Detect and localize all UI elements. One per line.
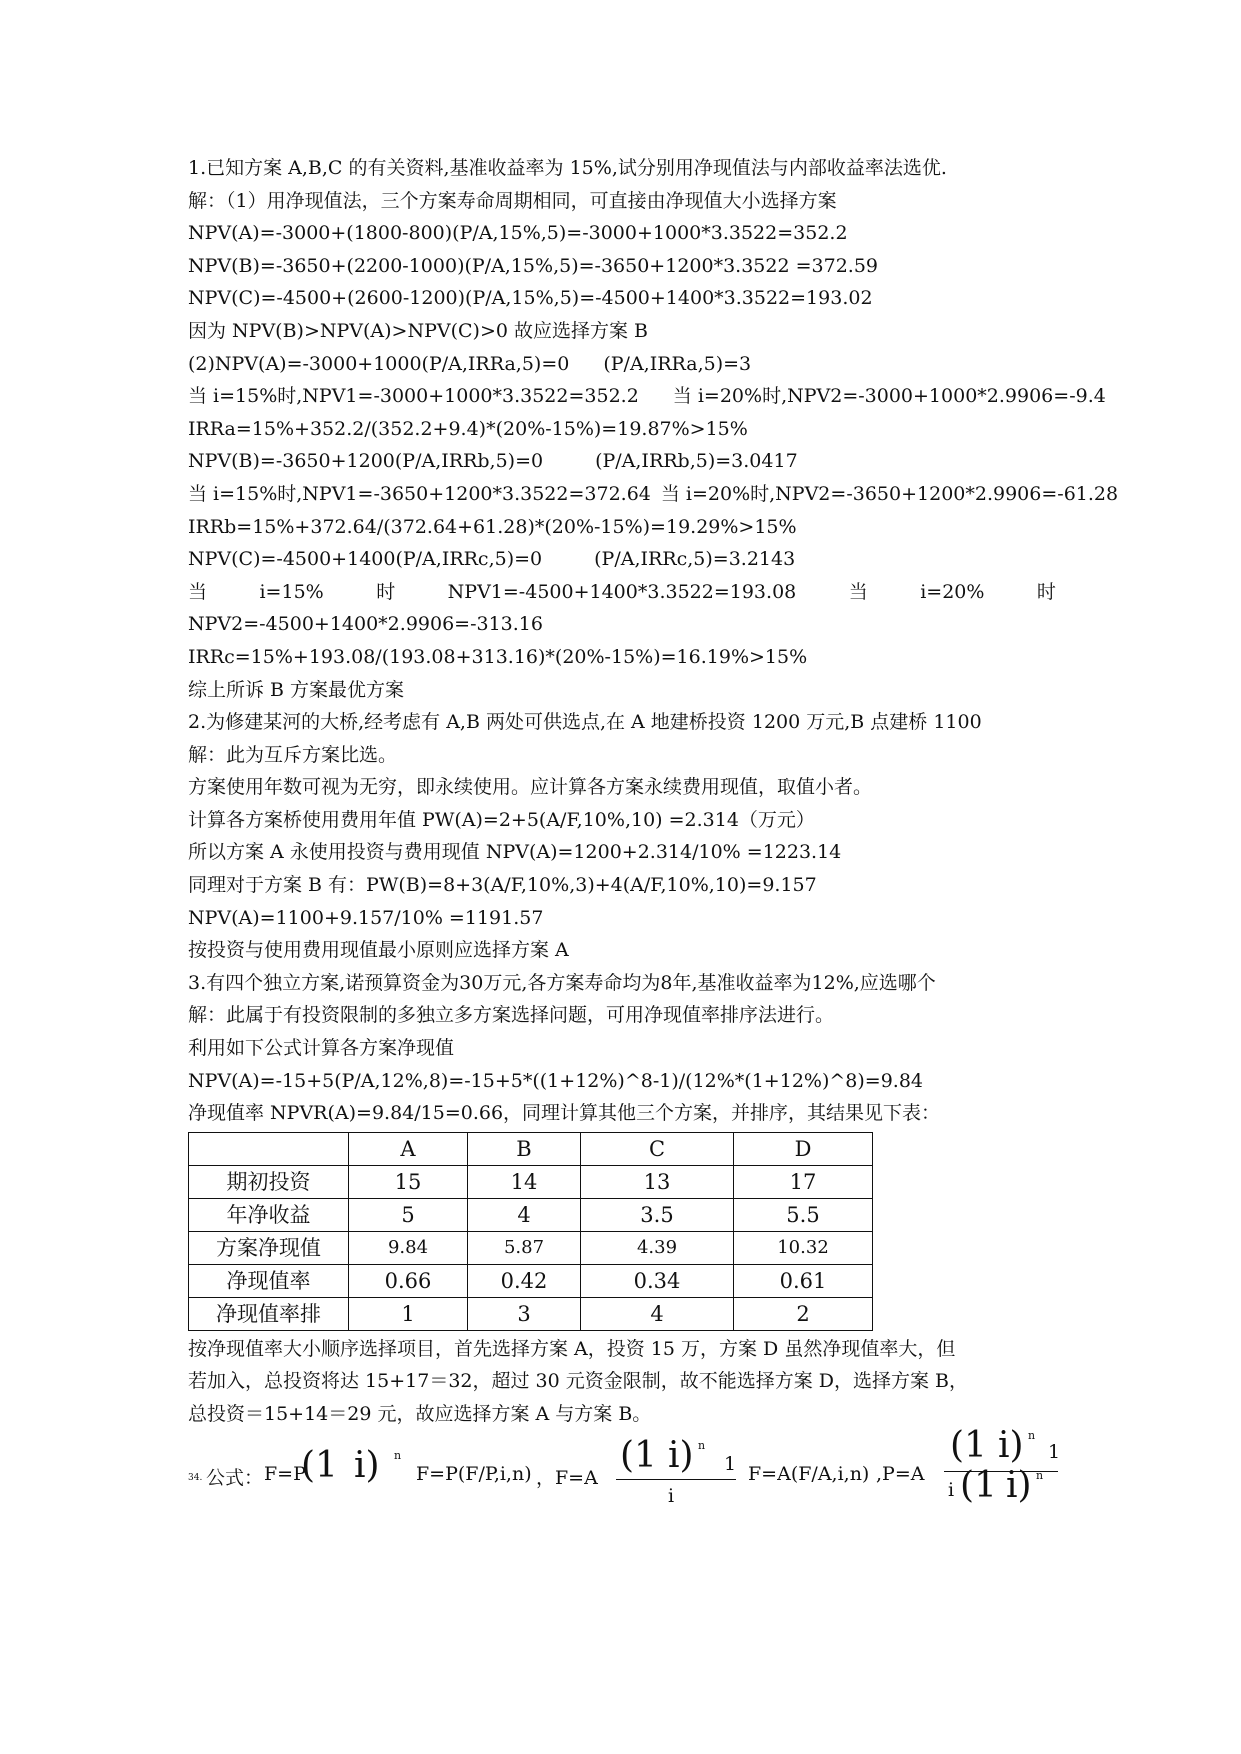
table-row	[189, 1297, 873, 1330]
irr-a-steps	[188, 380, 1106, 413]
table-header-cell: B	[468, 1132, 581, 1165]
table-cell: 5.87	[468, 1231, 581, 1264]
question2-3-section	[188, 674, 1068, 1130]
irr-c-equation	[188, 543, 1068, 576]
formula-f2-den: i	[668, 1484, 675, 1507]
formula-f2-notation: F=A(F/A,i,n)	[748, 1462, 870, 1485]
formula-f3-num-a: (1	[950, 1424, 987, 1466]
irr-a-step1: 当 i=15%时,NPV1=-3000+1000*3.3522=352.2	[188, 385, 639, 408]
table-cell: 3.5	[581, 1198, 734, 1231]
table-cell: 4.39	[581, 1231, 734, 1264]
irr-b-eq1: NPV(B)=-3650+1200(P/A,IRRb,5)=0	[188, 450, 544, 473]
table-cell: 4	[581, 1297, 734, 1330]
irr-c-token: 时	[1036, 580, 1056, 603]
formula-f2-fraction-bar	[616, 1479, 736, 1481]
table-header-cell: C	[581, 1132, 734, 1165]
irr-b-step2: 当 i=20%时,NPV2=-3650+1200*2.9906=-61.28	[660, 482, 1119, 505]
text-line: 解：此属于有投资限制的多独立多方案选择问题，可用净现值率排序法进行。	[188, 1004, 835, 1027]
irr-c-step2: NPV2=-4500+1400*2.9906=-313.16	[188, 613, 543, 636]
text-line: 解：此为互斥方案比选。	[188, 743, 398, 766]
table-cell: 14	[468, 1165, 581, 1198]
table-cell: 0.42	[468, 1264, 581, 1297]
table-cell: 0.66	[349, 1264, 468, 1297]
text-line: 综上所诉 B 方案最优方案	[188, 678, 405, 701]
table-row	[189, 1165, 873, 1198]
table-header-row	[189, 1132, 873, 1165]
conclusion-section	[188, 1333, 1068, 1431]
formula-f2-num-b: i)	[668, 1434, 694, 1476]
table-cell: 17	[734, 1165, 873, 1198]
formula-f1-paren: (1	[301, 1444, 338, 1486]
table-cell: 3	[468, 1297, 581, 1330]
irr-a-result: IRRa=15%+352.2/(352.2+9.4)*(20%-15%)=19.87%>15%	[188, 417, 748, 440]
table-cell: 4	[468, 1198, 581, 1231]
formula-f1-i: i)	[354, 1444, 380, 1486]
text-line: 同理对于方案 B 有：PW(B)=8+3(A/F,10%,3)+4(A/F,10%,10)=9.157	[188, 874, 817, 897]
table-row-label: 方案净现值	[189, 1231, 349, 1264]
text-line: NPV(C)=-4500+(2600-1200)(P/A,15%,5)=-4500+1400*3.3522=193.02	[188, 287, 873, 310]
table-row	[189, 1264, 873, 1297]
text-line: NPV(A)=1100+9.157/10% =1191.57	[188, 906, 544, 929]
formula-f2-num-sup: n	[698, 1438, 706, 1452]
irr-a-eq2: (P/A,IRRa,5)=3	[603, 352, 752, 375]
table-cell: 9.84	[349, 1231, 468, 1264]
npvr-ranking-table	[188, 1132, 873, 1331]
formula-f3-den-sup: n	[1036, 1468, 1044, 1482]
text-line: 2.为修建某河的大桥,经考虑有 A,B 两处可供选点,在 A 地建桥投资 1200 万元,B 点建桥 1100	[188, 711, 982, 734]
irr-c-token: 时	[376, 580, 396, 603]
formula-f2-lhs: ，F=A	[536, 1466, 598, 1489]
table-header-cell	[189, 1132, 349, 1165]
table-row-label: 净现值率排	[189, 1297, 349, 1330]
table-cell: 0.61	[734, 1264, 873, 1297]
formula-f3-den-c: i)	[1006, 1464, 1032, 1506]
irr-c-eq2: (P/A,IRRc,5)=3.2143	[594, 548, 796, 571]
formula-f2-num-c: 1	[724, 1452, 737, 1475]
irr-c-token: i=20%	[920, 580, 985, 603]
text-line: NPV(A)=-3000+(1800-800)(P/A,15%,5)=-3000+1000*3.3522=352.2	[188, 222, 848, 245]
formula-f3-den-a: i	[948, 1478, 955, 1501]
text-line: 方案使用年数可视为无穷，即永续使用。应计算各方案永续费用现值，取值小者。	[188, 776, 873, 799]
text-line: 计算各方案桥使用费用年值 PW(A)=2+5(A/F,10%,10) =2.314（万元）	[188, 808, 815, 831]
table-row	[189, 1198, 873, 1231]
irr-c-result: IRRc=15%+193.08/(193.08+313.16)*(20%-15%)=16.19%>15%	[188, 645, 808, 668]
table-row-label: 净现值率	[189, 1264, 349, 1297]
irr-b-steps	[188, 478, 1119, 511]
table-cell: 5	[349, 1198, 468, 1231]
text-line: 按净现值率大小顺序选择项目，首先选择方案 A，投资 15 万，方案 D 虽然净现值率大，但	[188, 1337, 956, 1360]
irr-b-step1: 当 i=15%时,NPV1=-3650+1200*3.3522=372.64	[188, 482, 651, 505]
formula-f3-num-sup: n	[1028, 1428, 1036, 1442]
irr-b-eq2: (P/A,IRRb,5)=3.0417	[595, 450, 798, 473]
text-line: 解：（1）用净现值法，三个方案寿命周期相同，可直接由净现值大小选择方案	[188, 189, 837, 212]
table-header-cell: D	[734, 1132, 873, 1165]
text-line: 1.已知方案 A,B,C 的有关资料,基准收益率为 15%,试分别用净现值法与内部收益率法选优.	[188, 157, 947, 179]
text-line: 所以方案 A 永使用投资与费用现值 NPV(A)=1200+2.314/10% =1223.14	[188, 841, 842, 864]
irr-a-step2: 当 i=20%时,NPV2=-3000+1000*2.9906=-9.4	[672, 385, 1106, 408]
formula-label: 公式：	[206, 1466, 264, 1489]
formula-f1-lhs: F=P	[264, 1462, 306, 1485]
formula-f1-sup: n	[394, 1448, 402, 1462]
table-cell: 10.32	[734, 1231, 873, 1264]
text-line: NPV(A)=-15+5(P/A,12%,8)=-15+5*((1+12%)^8-1)/(12%*(1+12%)^8)=9.84	[188, 1069, 924, 1092]
formula-f2-num-a: (1	[620, 1434, 657, 1476]
irr-c-token: 当	[188, 580, 208, 603]
text-line: NPV(B)=-3650+(2200-1000)(P/A,15%,5)=-3650+1200*3.3522 =372.59	[188, 254, 879, 277]
irr-a-eq1: (2)NPV(A)=-3000+1000(P/A,IRRa,5)=0	[188, 352, 570, 375]
irr-c-token: NPV1=-4500+1400*3.3522=193.08	[447, 580, 797, 603]
formula-f3-den-b: (1	[960, 1464, 997, 1506]
question1-section	[188, 152, 1119, 674]
formula-f3-num-b: i)	[998, 1424, 1024, 1466]
formula-f1-notation: F=P(F/P,i,n)	[416, 1462, 532, 1485]
table-cell: 15	[349, 1165, 468, 1198]
table-cell: 2	[734, 1297, 873, 1330]
formula-f3-lhs: ,P=A	[876, 1462, 925, 1485]
table-header-cell: A	[349, 1132, 468, 1165]
table-cell: 0.34	[581, 1264, 734, 1297]
table-cell: 5.5	[734, 1198, 873, 1231]
text-line: 因为 NPV(B)>NPV(A)>NPV(C)>0 故应选择方案 B	[188, 319, 649, 342]
document-page	[188, 152, 1119, 1533]
formula-block	[188, 1424, 1068, 1533]
text-line: 利用如下公式计算各方案净现值	[188, 1037, 455, 1060]
page-number: 34.	[188, 1472, 203, 1483]
text-line: 净现值率 NPVR(A)=9.84/15=0.66，同理计算其他三个方案，并排序，其结果见下表：	[188, 1102, 941, 1125]
irr-a-equation	[188, 348, 1068, 381]
text-line: 按投资与使用费用现值最小原则应选择方案 A	[188, 939, 569, 962]
irr-c-token: 当	[848, 580, 868, 603]
table-row-label: 期初投资	[189, 1165, 349, 1198]
irr-b-equation	[188, 445, 1068, 478]
table-cell: 13	[581, 1165, 734, 1198]
table-row-label: 年净收益	[189, 1198, 349, 1231]
text-line: 总投资＝15+14＝29 元，故应选择方案 A 与方案 B。	[188, 1403, 652, 1425]
formula-f3-num-c: 1	[1048, 1440, 1061, 1463]
table-cell: 1	[349, 1297, 468, 1330]
text-line: 3.有四个独立方案,诺预算资金为30万元,各方案寿命均为8年,基准收益率为12%,应选哪个	[188, 971, 936, 994]
irr-c-eq1: NPV(C)=-4500+1400(P/A,IRRc,5)=0	[188, 548, 543, 571]
text-line: 若加入，总投资将达 15+17＝32，超过 30 元资金限制，故不能选择方案 D，选择方案 B，	[188, 1370, 969, 1393]
irr-b-result: IRRb=15%+372.64/(372.64+61.28)*(20%-15%)=19.29%>15%	[188, 515, 797, 538]
table-row	[189, 1231, 873, 1264]
irr-c-steps-justified	[188, 576, 1056, 609]
irr-c-token: i=15%	[259, 580, 324, 603]
